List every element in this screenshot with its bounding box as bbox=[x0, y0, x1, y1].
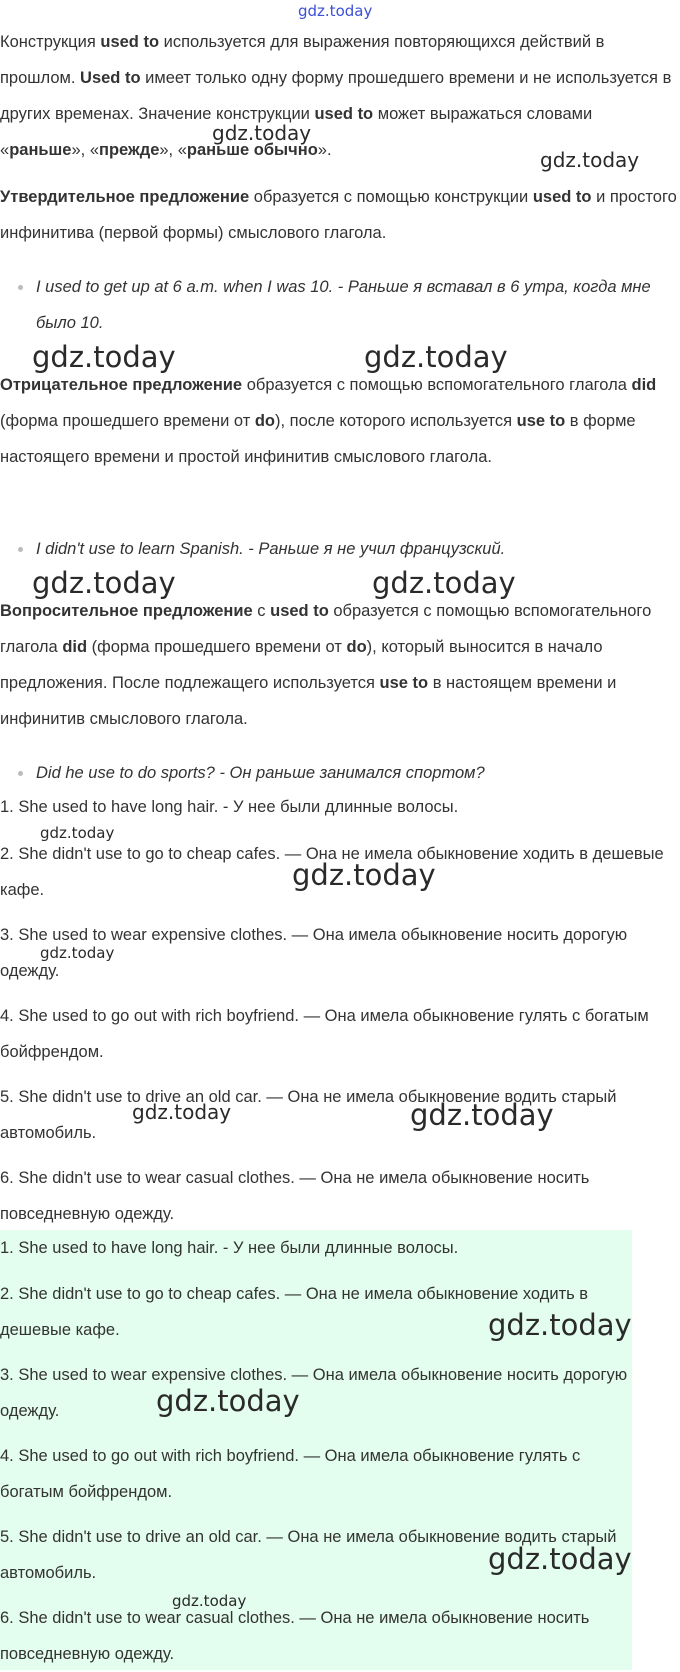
watermark: gdz.today bbox=[372, 566, 516, 600]
sentence-block bbox=[0, 836, 680, 908]
watermark: gdz.today bbox=[132, 1100, 232, 1124]
sentence-item: 3. She used to wear expensive clothes. — Она имела обыкновение носить дорогую одежду. bbox=[0, 926, 628, 980]
answer-item: 5. She didn't use to drive an old car. — Она не имела обыкновение водить старый автомобиль. bbox=[0, 1528, 617, 1582]
answer-item: 1. She used to have long hair. - У нее были длинные волосы. bbox=[0, 1239, 459, 1257]
question-paragraph: Вопросительное предложение с used to образуется с помощью вспомогательного глагола did (форма прошедшего времени от do), который выносится в начало предложения. После подлежащего используется use to в настоящем времени и инфинитив смыслового глагола. bbox=[0, 602, 652, 728]
answer-line-6 bbox=[0, 1600, 632, 1672]
watermark: gdz.today bbox=[364, 340, 508, 374]
example-bullet: Did he use to do sports? - Он раньше занимался спортом? bbox=[0, 755, 680, 791]
sentence-item: 6. She didn't use to wear casual clothes. — Она не имела обыкновение носить повседневную одежду. bbox=[0, 1169, 590, 1223]
answer-item: 6. She didn't use to wear casual clothes. — Она не имела обыкновение носить повседневную одежду. bbox=[0, 1609, 590, 1663]
watermark: gdz.today bbox=[32, 566, 176, 600]
answer-item: 4. She used to go out with rich boyfriend. — Она имела обыкновение гулять с богатым бойфрендом. bbox=[0, 1447, 581, 1501]
watermark: gdz.today bbox=[540, 148, 640, 172]
watermark: gdz.today bbox=[292, 858, 436, 892]
example-affirmative bbox=[0, 269, 680, 341]
sentence-block bbox=[0, 998, 680, 1070]
sentence-item: 5. She didn't use to drive an old car. — Она не имела обыкновение водить старый автомобиль. bbox=[0, 1088, 617, 1142]
answer-item: 2. She didn't use to go to cheap cafes. — Она не имела обыкновение ходить в дешевые кафе. bbox=[0, 1285, 589, 1339]
answer-item: 3. She used to wear expensive clothes. — Она имела обыкновение носить дорогую одежду. bbox=[0, 1366, 628, 1420]
watermark: gdz.today bbox=[40, 824, 115, 842]
answer-line-5 bbox=[0, 1519, 632, 1591]
negative-section bbox=[0, 367, 680, 475]
answer-line-3 bbox=[0, 1357, 632, 1429]
affirmative-section bbox=[0, 179, 680, 251]
watermark: gdz.today bbox=[488, 1542, 632, 1576]
sentence-block bbox=[0, 1160, 680, 1232]
watermark: gdz.today bbox=[172, 1592, 247, 1610]
watermark: gdz.today bbox=[156, 1384, 300, 1418]
example-question bbox=[0, 755, 680, 791]
negative-paragraph: Отрицательное предложение образуется с помощью вспомогательного глагола did (форма прошедшего времени от do), после которого используется use to в форме настоящего времени и простой инфинитив смыслового глагола. bbox=[0, 376, 657, 466]
theory-section bbox=[0, 24, 680, 168]
answer-line-1 bbox=[0, 1230, 632, 1266]
affirmative-paragraph: Утвердительное предложение образуется с помощью конструкции used to и простого инфинитива (первой формы) смыслового глагола. bbox=[0, 188, 677, 242]
watermark: gdz.today bbox=[410, 1098, 554, 1132]
question-section bbox=[0, 593, 680, 737]
example-bullet: I used to get up at 6 a.m. when I was 10. - Раньше я вставал в 6 утра, когда мне было 10. bbox=[0, 269, 680, 341]
sentence-item: 2. She didn't use to go to cheap cafes. — Она не имела обыкновение ходить в дешевые кафе. bbox=[0, 845, 664, 899]
watermark-top: gdz.today bbox=[298, 2, 373, 20]
watermark: gdz.today bbox=[212, 121, 312, 145]
sentences-list bbox=[0, 789, 680, 825]
sentence-block bbox=[0, 917, 680, 989]
answer-block bbox=[0, 1230, 632, 1670]
intro-paragraph: Конструкция used to используется для выражения повторяющихся действий в прошлом. Used to имеет только одну форму прошедшего времени и не используется в других временах. Значение конструкции used to может выражаться словами «раньше», «прежде», «раньше обычно». bbox=[0, 33, 672, 159]
answer-line-4 bbox=[0, 1438, 632, 1510]
sentence-item: 1. She used to have long hair. - У нее были длинные волосы. bbox=[0, 798, 459, 816]
example-negative bbox=[0, 531, 680, 567]
watermark: gdz.today bbox=[488, 1308, 632, 1342]
answer-line-2 bbox=[0, 1276, 632, 1348]
sentence-block bbox=[0, 1079, 680, 1151]
watermark: gdz.today bbox=[40, 944, 115, 962]
sentence-item: 4. She used to go out with rich boyfriend. — Она имела обыкновение гулять с богатым бойфрендом. bbox=[0, 1007, 649, 1061]
example-bullet: I didn't use to learn Spanish. - Раньше я не учил французский. bbox=[0, 531, 680, 567]
watermark: gdz.today bbox=[32, 340, 176, 374]
